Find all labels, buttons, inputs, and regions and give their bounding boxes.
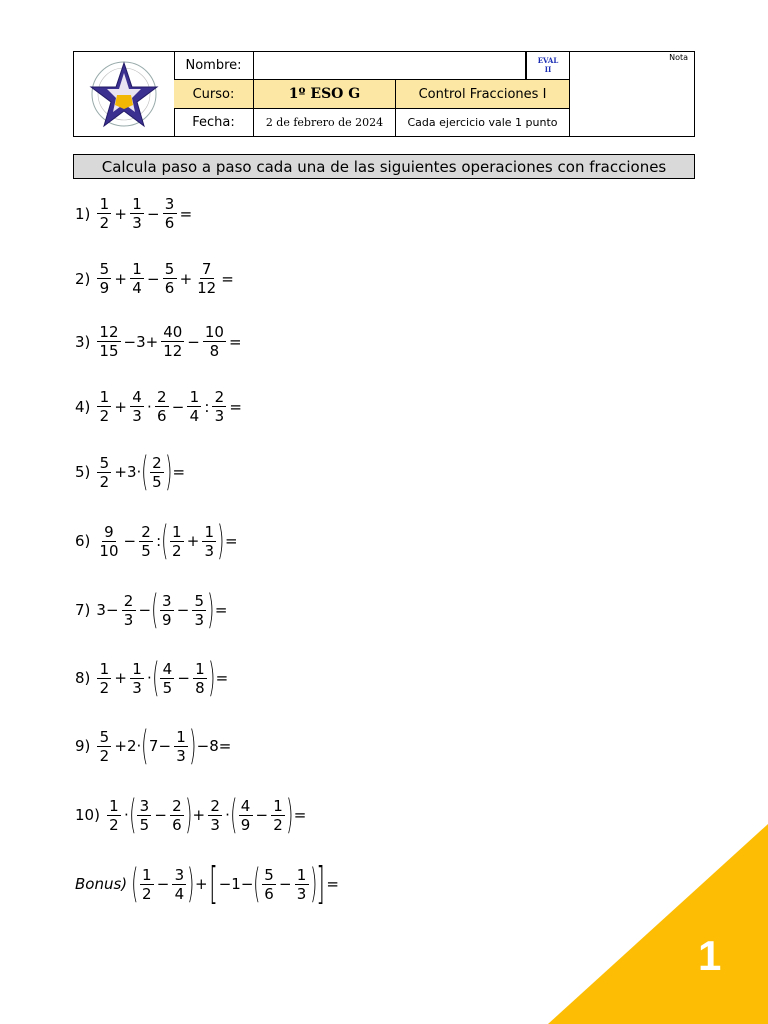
fecha-value: 2 de febrero de 2024 <box>254 109 396 136</box>
school-logo <box>74 52 175 136</box>
exercise-4-label: 4) <box>75 397 91 416</box>
exercise-1: 1) $\frac{1}{2}$ + $\frac{1}{3}$ − $\frac{3}{6}$ = <box>75 195 193 232</box>
exercise-1-label: 1) <box>75 204 91 223</box>
corner-triangle <box>548 824 768 1024</box>
exercise-10: 10) $\frac{1}{2}$ · ( $\frac{3}{5}$ − $\frac{2}{6}$ ) + $\frac{2}{3}$ · ( $\frac{4}{9}$ − $\frac{1}{2}$ ) = <box>75 792 307 838</box>
exercise-9-label: 9) <box>75 737 91 755</box>
exercise-bonus: Bonus) ( $\frac{1}{2}$ − $\frac{3}{4}$ ) + [ −1− ( $\frac{5}{6}$ − $\frac{1}{3}$ ) ] = <box>75 858 339 909</box>
nombre-label: Nombre: <box>174 52 254 80</box>
exercise-2-label: 2) <box>75 269 91 288</box>
exercise-3-label: 3) <box>75 332 91 351</box>
puntos-note: Cada ejercicio vale 1 punto <box>396 109 570 136</box>
exercise-9: 9) $\frac{5}{2}$ +2· ( 7− $\frac{1}{3}$ ) −8= <box>75 723 232 769</box>
exercise-7-label: 7) <box>75 601 91 619</box>
exercise-7: 7) 3− $\frac{2}{3}$ − ( $\frac{3}{9}$ − $\frac{5}{3}$ ) = <box>75 587 228 633</box>
exercise-2: 2) $\frac{5}{9}$ + $\frac{1}{4}$ − $\frac{5}{6}$ + $\frac{7}{12}$ = <box>75 260 234 297</box>
exercise-5-label: 5) <box>75 463 91 481</box>
eval-badge <box>526 52 570 80</box>
exercise-8: 8) $\frac{1}{2}$ + $\frac{1}{3}$ · ( $\frac{4}{5}$ − $\frac{1}{8}$ ) = <box>75 655 229 701</box>
fraction: $\frac{1}{2}$ <box>97 195 111 232</box>
exercise-5: 5) $\frac{5}{2}$ +3· ( $\frac{2}{5}$ ) = <box>75 449 186 495</box>
curso-value: 1º ESO G <box>254 80 396 109</box>
control-title: Control Fracciones I <box>396 80 570 109</box>
exercise-bonus-label: Bonus) <box>75 875 128 893</box>
fraction: $\frac{3}{6}$ <box>163 195 177 232</box>
exercise-10-label: 10) <box>75 806 100 824</box>
instruction-bar: Calcula paso a paso cada una de las siguientes operaciones con fracciones <box>73 154 695 179</box>
fraction: $\frac{1}{3}$ <box>130 195 144 232</box>
fecha-label: Fecha: <box>174 109 254 136</box>
header-table <box>73 51 695 137</box>
eval-line2: II <box>544 65 552 74</box>
nota-label: Nota <box>669 53 688 62</box>
exercise-4: 4) $\frac{1}{2}$ + $\frac{4}{3}$ · $\frac{2}{6}$ − $\frac{1}{4}$ : $\frac{2}{3}$ = <box>75 388 242 425</box>
nombre-field[interactable] <box>254 52 526 80</box>
exercise-8-label: 8) <box>75 669 91 687</box>
exercise-3: 3) $\frac{12}{15}$ −3+ $\frac{40}{12}$ − $\frac{10}{8}$ = <box>75 323 242 360</box>
eval-line1: EVAL <box>537 56 559 65</box>
exercise-6: 6) $\frac{9}{10}$ − $\frac{2}{5}$ : ( $\frac{1}{2}$ + $\frac{1}{3}$ ) = <box>75 518 238 564</box>
exercise-6-label: 6) <box>75 532 91 550</box>
page-number: 1 <box>698 932 722 979</box>
curso-label: Curso: <box>174 80 254 109</box>
